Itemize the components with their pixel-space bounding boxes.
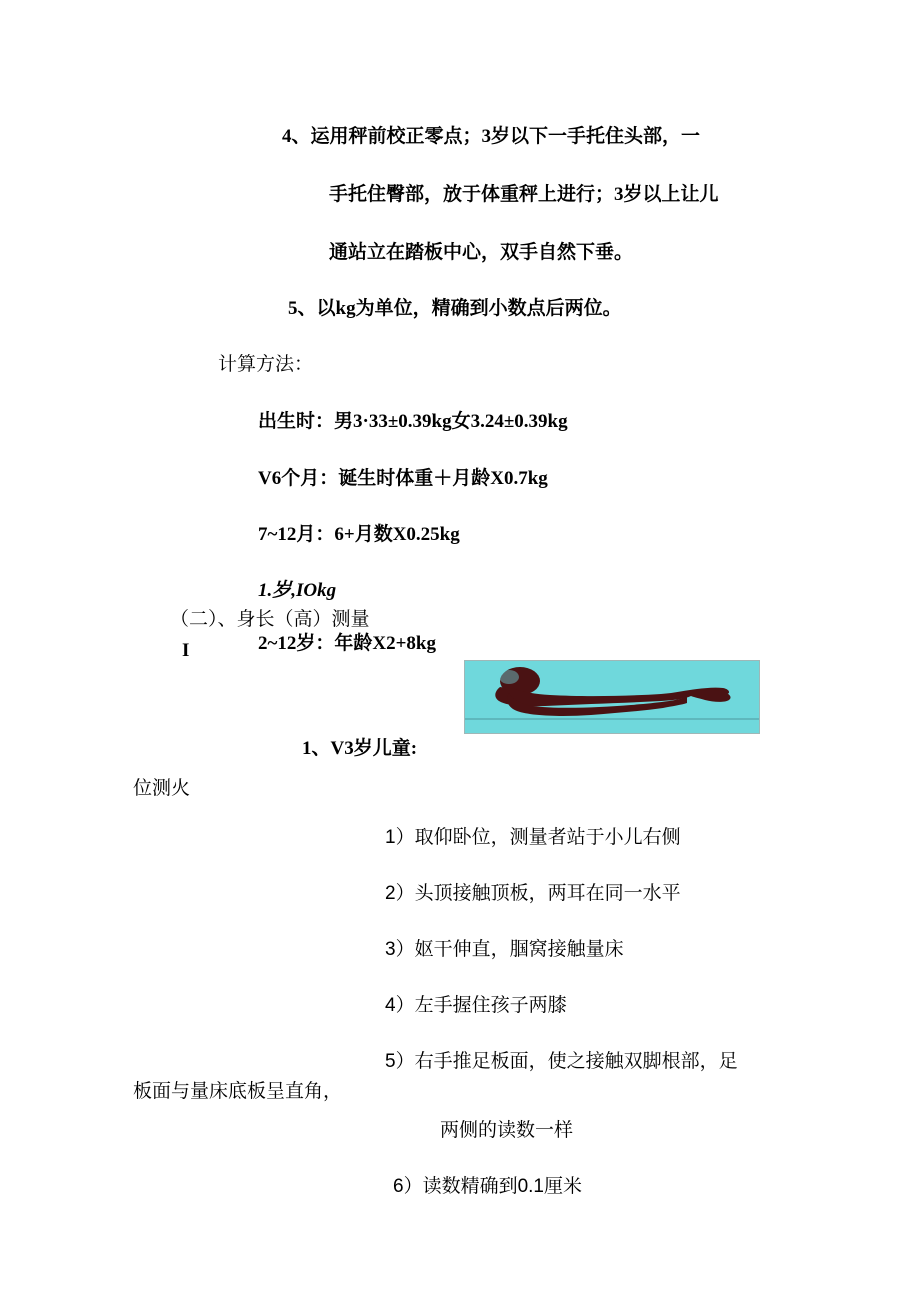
text-line: 5）右手推足板面，使之接触双脚根部，足: [385, 1051, 738, 1072]
child-silhouette-icon: [465, 661, 759, 733]
text-line: （二）、身长（高）测量: [170, 609, 370, 630]
text-line: 1）取仰卧位，测量者站于小儿右侧: [385, 827, 681, 848]
text-line: 7~12月：6+月数X0.25kg: [258, 524, 460, 545]
reclining-child-measurement-illustration: [464, 660, 760, 734]
text-line: 位测火: [133, 778, 191, 799]
text-line: 2~12岁：年龄X2+8kg: [258, 633, 436, 654]
text-line: 1、V3岁儿童:: [302, 738, 418, 759]
text-line: 通站立在踏板中心，双手自然下垂。: [329, 242, 634, 263]
text-line: 两侧的读数一样: [440, 1120, 574, 1141]
text-line: 计算方法：: [218, 354, 314, 375]
text-line: 4、运用秤前校正零点；3岁以下一手托住头部，一: [282, 126, 701, 147]
text-line: 6）读数精确到0.1厘米: [393, 1176, 582, 1197]
text-line: I: [182, 640, 190, 661]
text-line: 5、以kg为单位，精确到小数点后两位。: [288, 298, 622, 319]
text-line: 4）左手握住孩子两膝: [385, 995, 567, 1016]
text-line: 板面与量床底板呈直角，: [133, 1081, 343, 1102]
text-line: 3）妪干伸直，腘窝接触量床: [385, 939, 624, 960]
text-line: 出生时：男3·33±0.39kg女3.24±0.39kg: [258, 411, 568, 432]
text-line: 手托住臀部，放于体重秤上进行；3岁以上让儿: [329, 184, 719, 205]
text-line: 1.岁,IOkg: [258, 580, 337, 601]
text-line: 2）头顶接触顶板，两耳在同一水平: [385, 883, 681, 904]
text-line: V6个月：诞生时体重＋月龄X0.7kg: [258, 468, 548, 489]
